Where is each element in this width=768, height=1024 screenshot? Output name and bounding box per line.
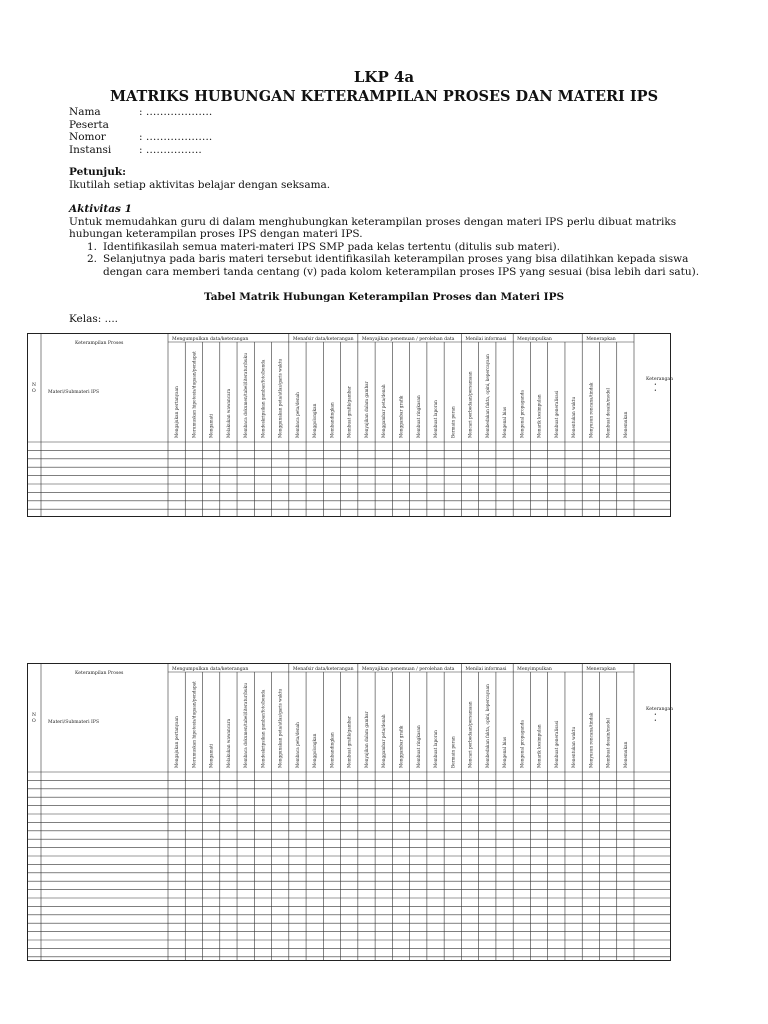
column-label: Membuat ringkasan [415,395,421,438]
column-label: Mendeskripsikan gambar/foto/benda [260,689,266,768]
group-label: Mengumpulkan data/keterangan [172,667,249,672]
step-number: 2. [86,253,97,265]
group-label: Menyimpulkan [517,337,552,342]
column-label: Mengenal propaganda [519,720,525,768]
activity-step [69,241,709,254]
column-label: Mengajukan pertanyaan [174,716,180,768]
column-label: Menggambar grafik [398,395,404,438]
activity-heading: Aktivitas 1 [69,203,132,215]
column-label: Membuat generalisasi [553,720,559,768]
column-label: Menarik kesimpulan [536,394,542,438]
no-label: O [32,719,36,724]
column-label: Membedakan fakta, opini, kepercayaan [484,684,490,768]
column-label: Mengenal propaganda [519,390,525,438]
column-label: Mengenal bias [502,406,508,438]
instructions-text: Ikutilah setiap aktivitas belajar dengan seksama. [69,178,331,191]
kelas-label: Kelas: .... [69,313,119,325]
column-label: Mendeskripsikan gambar/foto/benda [260,359,266,438]
column-label: Membaca peta/denah [294,392,300,438]
matrix-table [27,333,674,517]
column-label: Membuat laporan [433,730,439,768]
no-label: O [32,389,36,394]
column-label: Merumuskan hipotesis/dugaan/pendapat [191,351,197,438]
column-label: Bermain peran [450,406,456,438]
step-text: Selanjutnya pada baris materi tersebut identifikasilah keterampilan proses yang bisa dilatihkan kepada siswa dengan cara memberi tanda centang (v) pada kolom keterampilan proses IPS yang sesuai (bisa lebih dari satu). [103,253,700,278]
column-label: Mencari perbedaan/persamaan [467,701,473,768]
column-label: Membedakan fakta, opini, kepercayaan [484,354,490,438]
column-label: Menggambar grafik [398,725,404,768]
matrix-grid [28,334,674,516]
identity-label: Nama Peserta [69,106,109,131]
materi-label: Materi/Submateri IPS [48,720,100,725]
column-label: Merumuskan hipotesis/dugaan/pendapat [191,681,197,768]
column-label: Melakukan wawancara [225,388,231,438]
activity-steps [69,241,709,279]
no-label: N [32,713,37,718]
column-label: Mengamati [208,743,214,768]
column-label: Membuat generalisasi [553,390,559,438]
column-label: Menggunakan peta/atlas/garis waktu [277,688,283,768]
no-label: N [32,383,37,388]
column-label: Menggolongkan [312,733,318,768]
column-label: Menentukan waktu [571,396,577,438]
column-label: Menyajikan dalam gambar [363,711,369,768]
instructions-heading: Petunjuk: [69,166,126,178]
column-label: Mengamati [208,413,214,438]
identity-value: : ……………. [139,143,202,156]
column-label: Membandingkan [329,402,335,438]
activity-step [69,253,709,278]
identity-label: Nomor [69,131,106,143]
column-label: Menarik kesimpulan [536,724,542,768]
column-label: Membaca peta/denah [294,722,300,768]
column-label: Membuat ringkasan [415,725,421,768]
column-label: Menentukan waktu [571,726,577,768]
group-label: Menyajikan penemuan / perolehan data [361,337,455,342]
group-label: Menafsir data/keterangan [292,667,354,672]
column-label: Membuat grafik/gambar [346,386,352,438]
column-label: Melakukan wawancara [225,718,231,768]
table-caption: Tabel Matrik Hubungan Keterampilan Proses dan Materi IPS [203,291,565,303]
matrix-table [27,663,674,961]
column-label: Menemukan [622,741,628,768]
materi-label: Materi/Submateri IPS [48,390,100,395]
column-label: Membuat desain/model [605,388,611,438]
keterangan-bullet: • [654,383,657,388]
identity-name-row [69,106,212,131]
keterangan-label: Keterangan [646,377,674,382]
column-label: Mengenal bias [502,736,508,768]
document-subtitle: MATRIKS HUBUNGAN KETERAMPILAN PROSES DAN MATERI IPS [109,88,659,105]
column-label: Membuat laporan [433,400,439,438]
group-label: Menerapkan [586,337,616,342]
column-label: Menggambar peta/denah [381,714,387,768]
identity-value: : ………………. [139,131,213,143]
group-label: Menilai informasi [465,337,507,342]
group-label: Menafsir data/keterangan [292,337,354,342]
proses-label: Keterampilan Proses [75,671,124,676]
step-text: Identifikasilah semua materi-materi IPS SMP pada kelas tertentu (ditulis sub materi). [103,240,560,253]
column-label: Menggolongkan [312,403,318,438]
column-label: Bermain peran [450,736,456,768]
instructions-section [69,166,709,191]
column-label: Membandingkan [329,732,335,768]
identity-value: : ………………. [139,106,213,118]
identity-institution-row [69,144,212,157]
identity-block [69,106,212,156]
column-label: Menemukan [622,411,628,438]
group-label: Mengumpulkan data/keterangan [172,337,249,342]
activity-section [69,203,709,278]
group-label: Menyimpulkan [517,667,552,672]
group-label: Menerapkan [586,667,616,672]
column-label: Menggunakan peta/atlas/garis waktu [277,358,283,438]
column-label: Mengajukan pertanyaan [174,386,180,438]
column-label: Menyusun rencana/tindak [588,382,594,438]
column-label: Membaca dokumen/tabel/literatur/buku [243,353,249,438]
keterangan-bullet: • [654,713,657,718]
matrix-grid [28,664,674,960]
identity-number-row [69,131,212,144]
keterangan-bullet: • [654,719,657,724]
column-label: Menyajikan dalam gambar [363,381,369,438]
column-label: Mencari perbedaan/persamaan [467,371,473,438]
proses-label: Keterampilan Proses [75,341,124,346]
document-title: LKP 4a [353,68,415,86]
column-label: Membuat desain/model [605,718,611,768]
column-label: Menyusun rencana/tindak [588,712,594,768]
keterangan-label: Keterangan [646,707,674,712]
group-label: Menilai informasi [465,667,507,672]
column-label: Menggambar peta/denah [381,384,387,438]
group-label: Menyajikan penemuan / perolehan data [361,667,455,672]
column-label: Membaca dokumen/tabel/literatur/buku [243,683,249,768]
keterangan-bullet: • [654,389,657,394]
activity-intro: Untuk memudahkan guru di dalam menghubungkan keterampilan proses dengan materi IPS perlu dibuat matriks hubungan keterampilan proses IPS dengan materi IPS. [69,215,677,240]
column-label: Membuat grafik/gambar [346,716,352,768]
step-number: 1. [86,240,97,253]
identity-label: Instansi [69,143,112,156]
